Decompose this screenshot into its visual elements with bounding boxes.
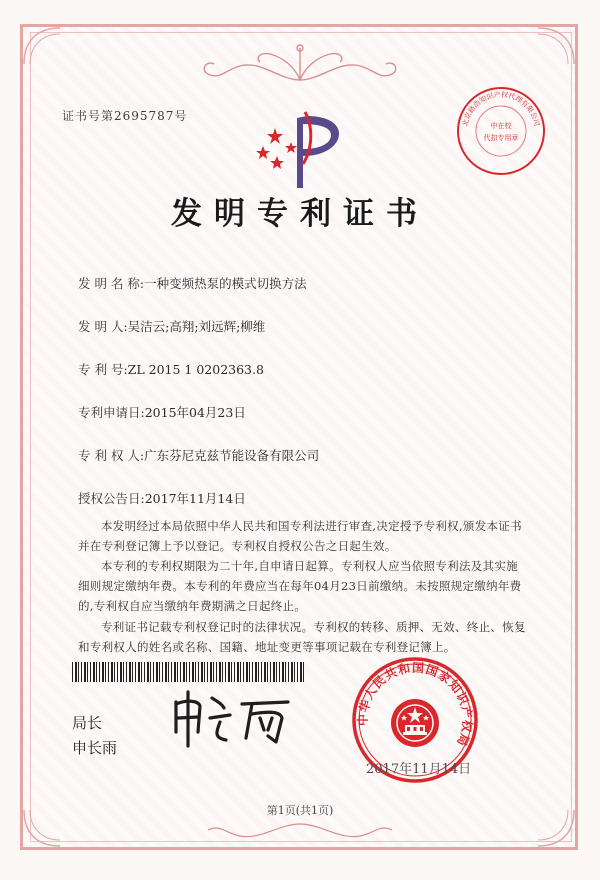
director-name: 申长雨 bbox=[72, 739, 118, 757]
barcode bbox=[72, 662, 304, 682]
grant-date-row bbox=[78, 489, 246, 507]
svg-text:中华人民共和国国家知识产权局: 中华人民共和国国家知识产权局 bbox=[355, 660, 475, 749]
inventor-row bbox=[78, 317, 265, 335]
inventor-label: 发 明 人: bbox=[78, 319, 128, 334]
corner-ornament-icon bbox=[22, 26, 62, 66]
svg-text:北京路浩知识产权代理有限公司: 北京路浩知识产权代理有限公司 bbox=[461, 90, 541, 128]
bottom-ornament-icon bbox=[200, 818, 400, 848]
seal-date: 2017年11月14日 bbox=[366, 762, 472, 777]
director-signature-icon bbox=[168, 688, 298, 750]
invention-name-value: 一种变频热泵的模式切换方法 bbox=[144, 276, 307, 291]
svg-text:中在校: 中在校 bbox=[490, 122, 512, 130]
patent-number-value: ZL 2015 1 0202363.8 bbox=[127, 362, 264, 377]
patent-number-row bbox=[78, 360, 264, 378]
svg-text:代扣专用章: 代扣专用章 bbox=[483, 134, 519, 142]
body-paragraph-3: 专利证书记载专利权登记时的法律状况。专利权的转移、质押、无效、终止、恢复和专利权人的姓名或名称、国籍、地址变更等事项记载在专利登记簿上。 bbox=[78, 620, 526, 654]
certificate-number: 证书号第2695787号 bbox=[62, 109, 188, 123]
filing-date-label: 专利申请日: bbox=[78, 405, 145, 420]
page-number: 第1页(共1页) bbox=[266, 804, 334, 817]
grant-date-value: 2017年11月14日 bbox=[144, 491, 246, 506]
sipo-logo-icon bbox=[247, 108, 347, 192]
director-role: 局长 bbox=[72, 714, 103, 732]
corner-ornament-icon bbox=[536, 26, 576, 66]
agency-stamp-icon bbox=[455, 85, 547, 177]
patentee-value: 广东芬尼克兹节能设备有限公司 bbox=[144, 448, 320, 463]
patentee-row bbox=[78, 446, 319, 464]
invention-name-label: 发 明 名 称: bbox=[78, 276, 145, 291]
certificate-title: 发明专利证书 bbox=[171, 196, 429, 232]
patent-number-label: 专 利 号: bbox=[78, 362, 128, 377]
grant-date-label: 授权公告日: bbox=[78, 491, 145, 506]
invention-name-row bbox=[78, 274, 307, 292]
inventor-value: 吴洁云;高翔;刘远辉;柳维 bbox=[127, 319, 266, 334]
body-paragraph-2: 本专利的专利权期限为二十年,自申请日起算。专利权人应当依照专利法及其实施细则规定缴纳年费。本专利的年费应当在每年04月23日前缴纳。未按照规定缴纳年费的,专利权自应当缴纳年费期满之日起终止。 bbox=[78, 559, 522, 613]
patentee-label: 专 利 权 人: bbox=[78, 448, 145, 463]
top-ornament-icon bbox=[200, 40, 400, 88]
filing-date-row bbox=[78, 403, 246, 421]
filing-date-value: 2015年04月23日 bbox=[144, 405, 246, 420]
body-paragraph-1: 本发明经过本局依照中华人民共和国专利法进行审查,决定授予专利权,颁发本证书并在专利登记簿上予以登记。专利权自授权公告之日起生效。 bbox=[78, 519, 522, 553]
